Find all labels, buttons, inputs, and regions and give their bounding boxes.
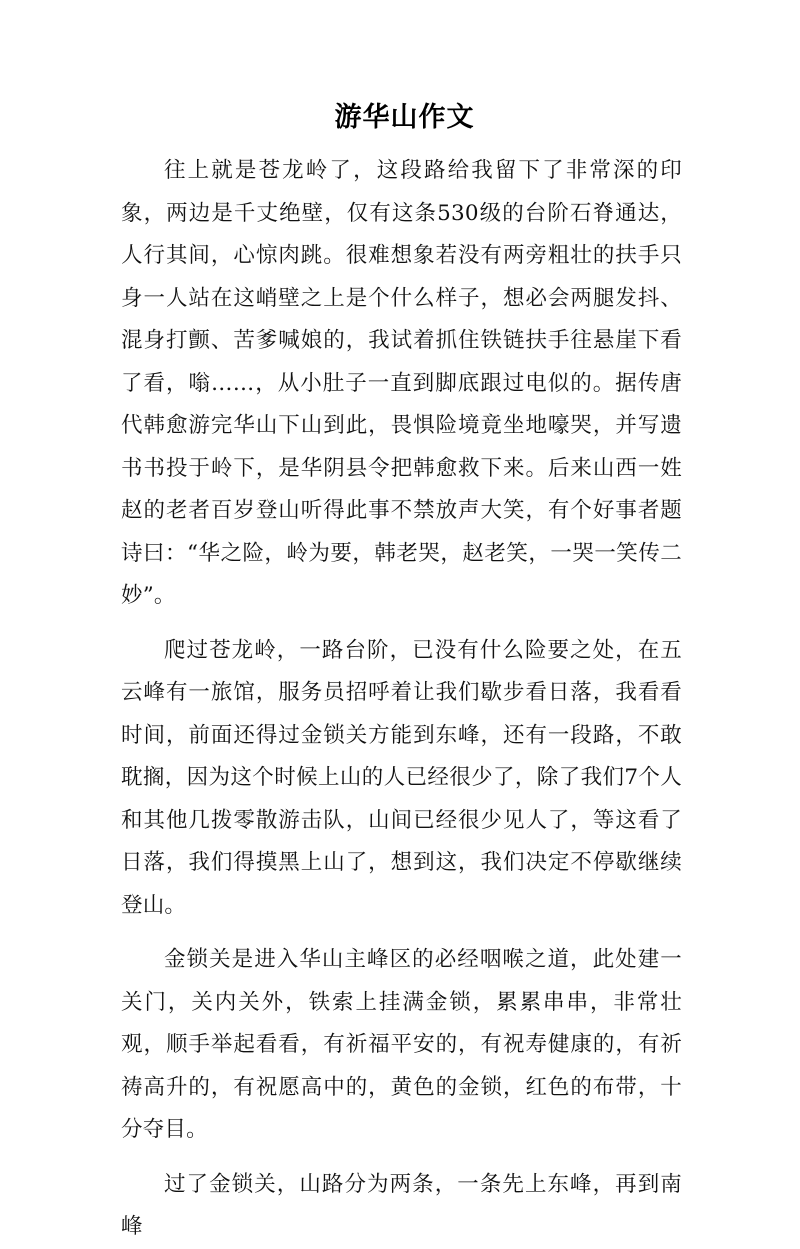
- paragraph-4: 过了金锁关，山路分为两条，一条先上东峰，再到南峰: [121, 1171, 682, 1239]
- document-title: 游华山作文: [334, 102, 475, 133]
- paragraph-3: 金锁关是进入华山主峰区的必经咽喉之道，此处建一关门，关内关外，铁索上挂满金锁，累累串串，非常壮观，顺手举起看看，有祈福平安的，有祝寿健康的，有祈祷高升的，有祝愿高中的，黄色的金锁，红色的布带，十分夺目。: [121, 947, 682, 1142]
- document-body: [121, 150, 682, 1249]
- paragraph-1: 往上就是苍龙岭了，这段路给我留下了非常深的印象，两边是千丈绝壁，仅有这条530级的台阶石脊通达，人行其间，心惊肉跳。很难想象若没有两旁粗壮的扶手只身一人站在这峭壁之上是个什么样子，想必会两腿发抖、混身打颤、苦爹喊娘的，我试着抓住铁链扶手往悬崖下看了看，嗡……，从小肚子一直到脚底跟过电似的。据传唐代韩愈游完华山下山到此，畏惧险境竟坐地嚎哭，并写遗书书投于岭下，是华阴县令把韩愈救下来。后来山西一姓赵的老者百岁登山听得此事不禁放声大笑，有个好事者题诗曰：“华之险，岭为要，韩老哭，赵老笑，一哭一笑传二妙”。: [121, 158, 682, 608]
- paragraph-2: 爬过苍龙岭，一路台阶，已没有什么险要之处，在五云峰有一旅馆，服务员招呼着让我们歇步看日落，我看看时间，前面还得过金锁关方能到东峰，还有一段路，不敢耽搁，因为这个时候上山的人已经很少了，除了我们7个人和其他几拨零散游击队，山间已经很少见人了，等这看了日落，我们得摸黑上山了，想到这，我们决定不停歇继续登山。: [121, 637, 682, 918]
